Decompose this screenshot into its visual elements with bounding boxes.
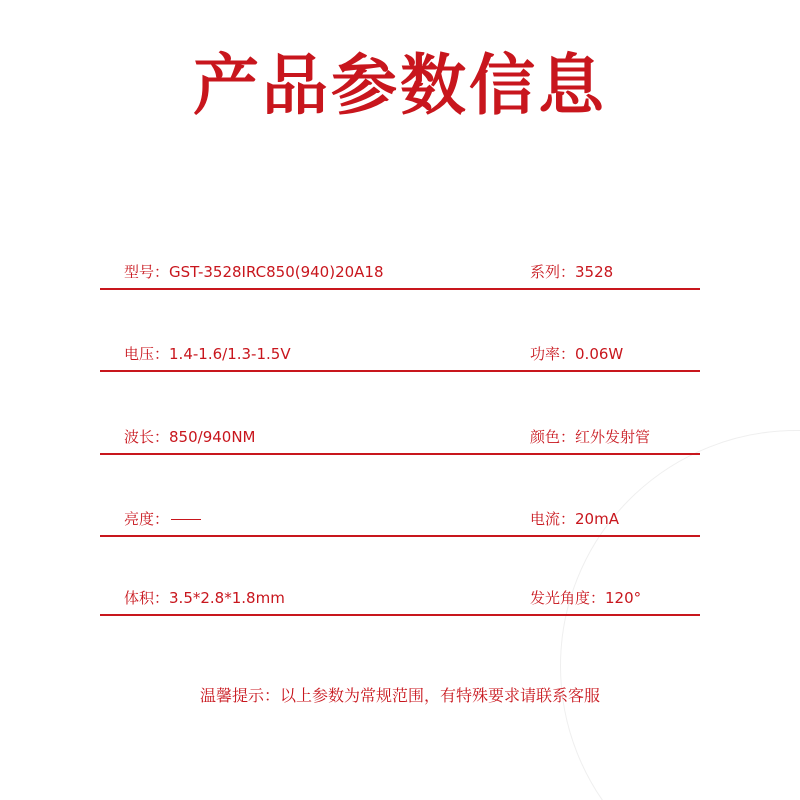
param-row-model-series xyxy=(100,258,700,290)
page-title: 产品参数信息 xyxy=(193,47,607,124)
param-label: 电压： xyxy=(124,345,170,363)
param-label: 颜色： xyxy=(530,428,576,446)
param-value: 120° xyxy=(605,589,642,607)
param-label: 电流： xyxy=(530,510,576,528)
param-value: 3.5*2.8*1.8mm xyxy=(169,589,285,607)
param-model xyxy=(124,262,384,282)
param-power xyxy=(530,344,623,364)
param-value: 850/940NM xyxy=(169,428,256,446)
param-value: 3528 xyxy=(575,263,614,281)
param-value: 红外发射管 xyxy=(575,428,651,446)
param-row-size-angle xyxy=(100,584,700,616)
footer-note: 温馨提示：以上参数为常规范围，有特殊要求请联系客服 xyxy=(199,686,600,705)
param-value: 1.4-1.6/1.3-1.5V xyxy=(169,345,291,363)
param-voltage xyxy=(124,344,291,364)
param-label: 型号： xyxy=(124,263,170,281)
param-row-brightness-current xyxy=(100,505,700,537)
param-color xyxy=(530,427,650,447)
param-series xyxy=(530,262,613,282)
param-row-wavelength-color xyxy=(100,423,700,455)
param-value: GST-3528IRC850(940)20A18 xyxy=(169,263,384,281)
param-label: 亮度： xyxy=(124,510,170,528)
param-beam-angle xyxy=(530,588,641,608)
param-current xyxy=(530,509,619,529)
param-label: 波长： xyxy=(124,428,170,446)
param-size xyxy=(124,588,285,608)
param-label: 功率： xyxy=(530,345,576,363)
empty-value-dash xyxy=(171,519,201,520)
param-value: 0.06W xyxy=(575,345,624,363)
param-label: 发光角度： xyxy=(530,589,606,607)
param-label: 系列： xyxy=(530,263,576,281)
param-label: 体积： xyxy=(124,589,170,607)
param-value: 20mA xyxy=(575,510,619,528)
param-brightness xyxy=(124,509,201,529)
param-wavelength xyxy=(124,427,256,447)
param-row-voltage-power xyxy=(100,340,700,372)
